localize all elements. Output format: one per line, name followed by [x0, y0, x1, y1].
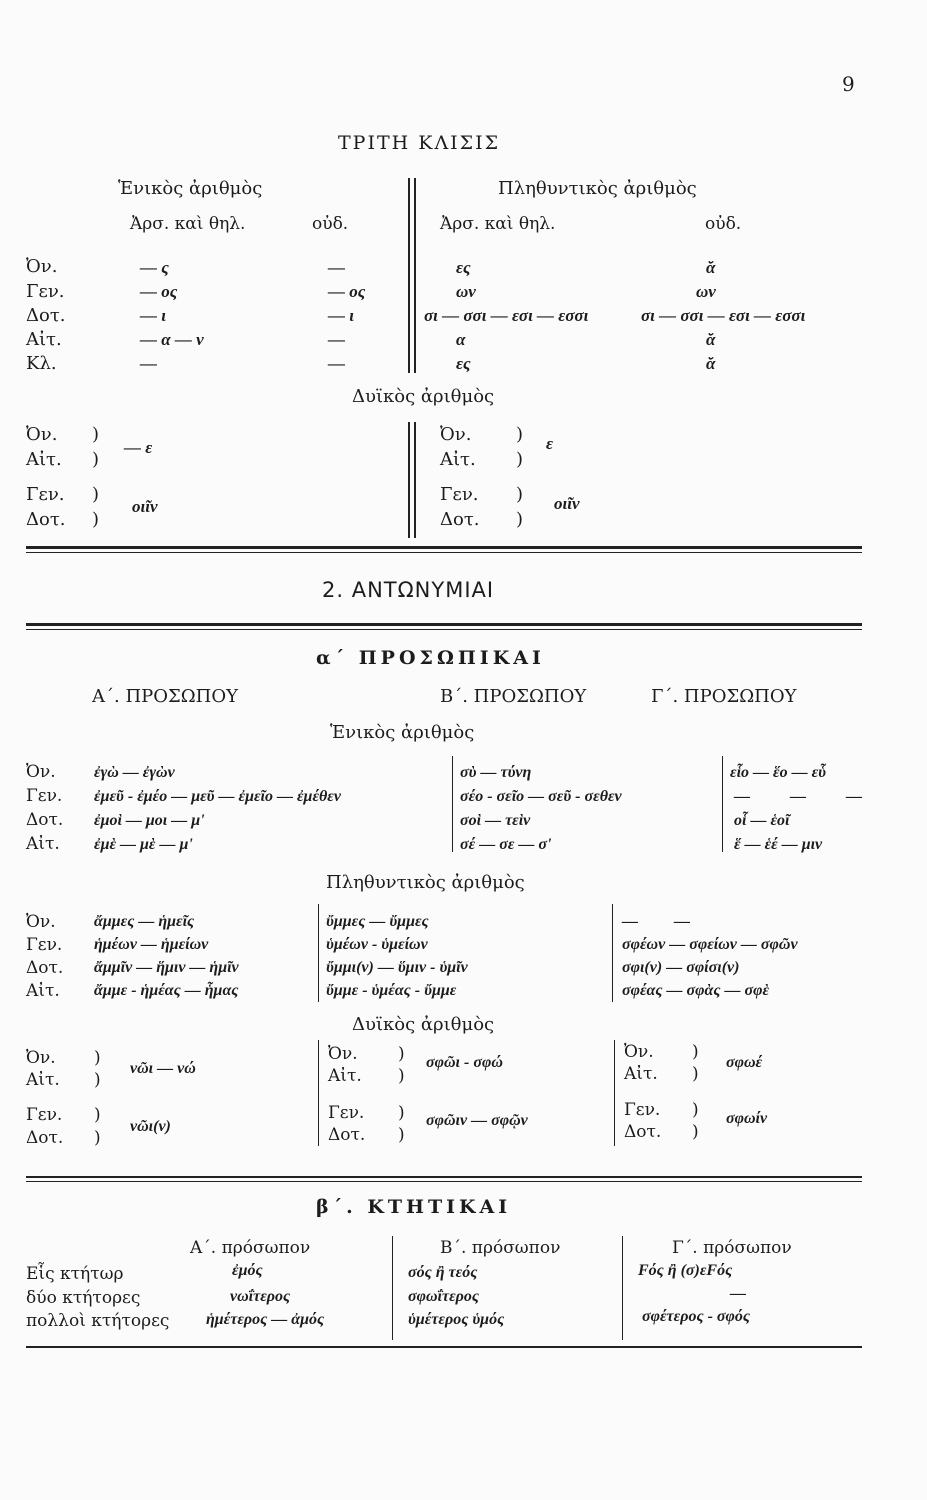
column-divider [414, 422, 416, 538]
brace: ) [516, 509, 524, 530]
sg-mf-ending: — ς [140, 258, 169, 277]
possessive-first-person: ἡμέτερος — ἀμός [206, 1311, 325, 1328]
section-rule [26, 546, 862, 549]
sg-n-ending: — [328, 258, 345, 277]
sg-mf-ending: — ι [140, 306, 166, 325]
possessive-second-person-header: Β΄. πρόσωπον [440, 1238, 561, 1258]
dual-header: Δυϊκὸς ἀριθμὸς [352, 386, 495, 407]
singular-header: Ἑνικὸς ἀριθμὸς [330, 722, 475, 743]
sg3-form: εἷο — ἕο — εὗ [730, 764, 826, 781]
possessive-third-person: Fός ἢ (σ)εFός [638, 1262, 733, 1279]
possessive-second-person: σφωΐτερος [408, 1288, 480, 1305]
possessor-label: δύο κτήτορες [26, 1288, 141, 1308]
dual-case-label: Γεν. [26, 1105, 63, 1125]
possessive-second-person: σός ἢ τεός [408, 1264, 478, 1281]
section-rule [26, 1176, 862, 1178]
dual-case-label: Αἰτ. [440, 449, 476, 470]
pl-n-ending: ων [696, 282, 716, 301]
sg1-form: ἐμεῦ - ἐμέο — μεῦ — ἐμεῖο — ἐμέθεν [94, 788, 341, 805]
dual-ending: ε [546, 434, 553, 453]
sg2-form: σοὶ — τεὶν [460, 812, 531, 829]
column-divider [452, 756, 453, 852]
section-rule [26, 623, 862, 626]
sg1-form: ἐγὼ — ἐγὼν [94, 764, 175, 781]
sg2-form: σέο - σεῖο — σεῦ - σεθεν [460, 788, 622, 805]
dual-case-label: Γεν. [26, 484, 65, 505]
dual-case-label: Δοτ. [26, 1128, 64, 1148]
dual-case-label: Ὀν. [440, 424, 472, 445]
dual-case-label: Ὀν. [328, 1044, 358, 1064]
first-person-header: Α΄. ΠΡΟΣΩΠΟΥ [92, 686, 238, 707]
pl-mf-ending: ες [456, 354, 471, 373]
pl-n-ending: ᾰ [706, 258, 716, 277]
sg-mf-ending: — [140, 354, 157, 373]
section-rule [26, 629, 862, 630]
pl3-form: σφέας — σφὰς — σφὲ [622, 982, 770, 999]
pl2-form: ὔμμι(ν) — ὕμιν - ὑμῖν [326, 959, 468, 976]
pl3-form: σφέων — σφείων — σφῶν [622, 936, 798, 953]
column-divider [414, 178, 416, 373]
possessive-third-person: σφέτερος - σφός [642, 1308, 751, 1325]
case-label: Αἰτ. [26, 329, 62, 350]
sg-mf-ending: — ος [140, 282, 178, 301]
sg2-form: σέ — σε — σ' [460, 836, 552, 853]
case-label: Γεν. [26, 786, 63, 806]
sg-n-ending: — [328, 354, 345, 373]
sg1-form: ἐμὲ — μὲ — μ' [94, 836, 193, 853]
possessor-label: Εἷς κτήτωρ [26, 1264, 124, 1284]
dual-case-label: Αἰτ. [26, 449, 62, 470]
brace: ) [516, 484, 524, 505]
pl-mf-ending: α [456, 330, 466, 349]
sg-masc-fem-header: Ἀρσ. καὶ θηλ. [130, 214, 246, 234]
pl-neuter-header: οὐδ. [705, 214, 742, 234]
dual1-nom-acc: νῶι — νώ [130, 1060, 196, 1077]
pl-mf-ending: ες [456, 258, 471, 277]
possessive-first-person-header: Α΄. πρόσωπον [190, 1238, 311, 1258]
personal-pronouns-title: α΄ ΠΡΟΣΩΠΙΚΑΙ [316, 647, 545, 669]
possessor-label: πολλοὶ κτήτορες [26, 1311, 170, 1331]
section-rule [26, 1181, 862, 1182]
column-divider [318, 1040, 319, 1146]
case-label: Αἰτ. [26, 981, 60, 1001]
pl-n-ending: σι — σσι — εσι — εσσι [641, 306, 806, 325]
pl2-form: ὔμμε - ὑμέας - ὔμμε [326, 982, 457, 999]
dual3-nom-acc: σφωέ [726, 1054, 763, 1071]
sg-n-ending: — ος [328, 282, 366, 301]
brace: ) [92, 449, 100, 470]
column-divider [318, 904, 319, 1002]
pl1-form: ἄμμες — ἡμεῖς [94, 913, 195, 930]
pl2-form: ὔμμες — ὔμμες [326, 913, 429, 930]
column-divider [614, 1040, 615, 1146]
second-person-header: Β΄. ΠΡΟΣΩΠΟΥ [440, 686, 587, 707]
dual-case-label: Αἰτ. [26, 1070, 60, 1090]
case-label: Δοτ. [26, 810, 64, 830]
case-label: Κλ. [26, 353, 57, 374]
brace: ) [398, 1125, 405, 1145]
sg3-form: — — — [734, 788, 880, 805]
dual2-nom-acc: σφῶι - σφώ [426, 1054, 503, 1071]
possessive-title: β΄. ΚΤΗΤΙΚΑΙ [316, 1196, 512, 1218]
brace: ) [516, 449, 524, 470]
column-divider [392, 1236, 393, 1340]
brace: ) [94, 1105, 101, 1125]
dual-case-label: Αἰτ. [624, 1064, 658, 1084]
brace: ) [692, 1100, 699, 1120]
pl1-form: ἄμμῖν — ἥμιν — ἡμῖν [94, 959, 239, 976]
pronouns-section-title: 2. ΑΝΤΩΝΥΜΙΑΙ [322, 578, 495, 602]
case-label: Γεν. [26, 935, 63, 955]
dual-case-label: Δοτ. [26, 509, 66, 530]
case-label: Δοτ. [26, 305, 66, 326]
dual3-gen-dat: σφωίν [726, 1110, 768, 1127]
dual-ending: οιῖν [554, 494, 580, 513]
dual1-gen-dat: νῶι(ν) [130, 1118, 171, 1135]
brace: ) [692, 1064, 699, 1084]
sg2-form: σὺ — τύνη [460, 764, 532, 781]
column-divider [408, 178, 410, 373]
dual-ending: — ε [124, 438, 153, 457]
sg1-form: ἐμοὶ — μοι — μ' [94, 812, 205, 829]
dual-case-label: Γεν. [440, 484, 479, 505]
case-label: Ὀν. [26, 912, 56, 932]
dual2-gen-dat: σφῶιν — σφῷν [426, 1112, 528, 1129]
section-rule [26, 552, 862, 553]
dual-case-label: Αἰτ. [328, 1066, 362, 1086]
case-label: Ὀν. [26, 762, 56, 782]
case-label: Γεν. [26, 281, 65, 302]
brace: ) [92, 424, 100, 445]
possessive-first-person: νωΐτερος [230, 1288, 291, 1305]
dual-case-label: Ὀν. [624, 1042, 654, 1062]
pl3-form: σφι(ν) — σφίσι(ν) [622, 959, 740, 976]
column-divider [622, 1236, 623, 1340]
sg3-form: οἷ — ἑοῖ [734, 812, 790, 829]
dual-case-label: Δοτ. [440, 509, 480, 530]
brace: ) [692, 1042, 699, 1062]
plural-header: Πληθυντικὸς ἀριθμὸς [326, 872, 525, 893]
pl-mf-ending: ων [456, 282, 476, 301]
brace: ) [398, 1066, 405, 1086]
brace: ) [398, 1103, 405, 1123]
case-label: Δοτ. [26, 958, 64, 978]
brace: ) [516, 424, 524, 445]
dual-case-label: Γεν. [328, 1103, 365, 1123]
third-declension-title: ΤΡΙΤΗ ΚΛΙΣΙΣ [338, 132, 501, 154]
pl1-form: ἄμμε - ἡμέας — ἧμας [94, 982, 239, 999]
pl-mf-ending: σι — σσι — εσι — εσσι [424, 306, 589, 325]
brace: ) [92, 484, 100, 505]
pl-masc-fem-header: Ἀρσ. καὶ θηλ. [440, 214, 556, 234]
dual-case-label: Δοτ. [624, 1122, 662, 1142]
dual-case-label: Γεν. [624, 1100, 661, 1120]
case-label: Αἰτ. [26, 834, 60, 854]
dual-ending: οιῖν [132, 497, 158, 516]
column-divider [612, 904, 613, 1002]
pl-n-ending: ᾰ [706, 330, 716, 349]
brace: ) [92, 509, 100, 530]
third-person-header: Γ΄. ΠΡΟΣΩΠΟΥ [651, 686, 797, 707]
pl3-form: — — [622, 913, 706, 930]
brace: ) [94, 1070, 101, 1090]
plural-header: Πληθυντικὸς ἀριθμὸς [498, 178, 697, 199]
pl1-form: ἡμέων — ἡμείων [94, 936, 209, 953]
pl-n-ending: ᾰ [706, 354, 716, 373]
possessive-second-person: ὑμέτερος ὑμός [408, 1311, 505, 1328]
sg-n-ending: — [328, 330, 345, 349]
dual-case-label: Ὀν. [26, 1048, 56, 1068]
possessive-third-person: — [730, 1285, 746, 1302]
singular-header: Ἑνικὸς ἀριθμὸς [118, 178, 263, 199]
possessive-first-person: ἐμός [232, 1262, 263, 1279]
sg-mf-ending: — α — ν [140, 330, 204, 349]
column-divider [722, 756, 723, 852]
sg3-form: ἕ — ἑέ — μιν [734, 836, 823, 853]
brace: ) [692, 1122, 699, 1142]
dual-case-label: Δοτ. [328, 1125, 366, 1145]
dual-header: Δυϊκὸς ἀριθμὸς [352, 1014, 495, 1035]
pl2-form: ὑμέων - ὑμείων [326, 936, 428, 953]
case-label: Ὀν. [26, 256, 58, 277]
page-number: 9 [842, 72, 855, 96]
dual-case-label: Ὀν. [26, 424, 58, 445]
brace: ) [94, 1048, 101, 1068]
possessive-third-person-header: Γ΄. πρόσωπον [672, 1238, 792, 1258]
column-divider [408, 422, 410, 538]
brace: ) [94, 1128, 101, 1148]
sg-neuter-header: οὐδ. [312, 214, 349, 234]
brace: ) [398, 1044, 405, 1064]
section-rule [26, 1346, 862, 1348]
sg-n-ending: — ι [328, 306, 354, 325]
